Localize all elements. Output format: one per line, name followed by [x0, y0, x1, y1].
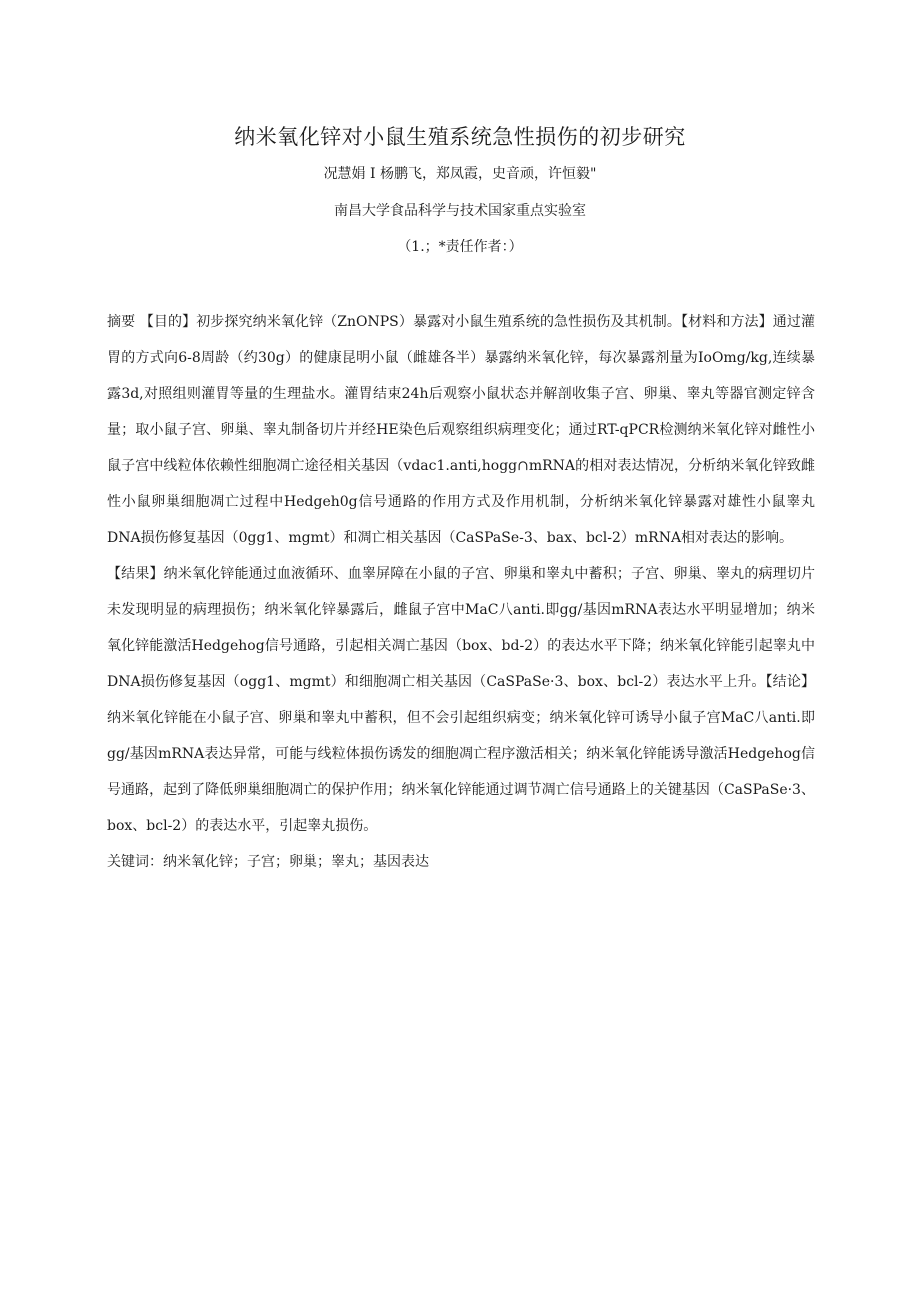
paper-title: 纳米氧化锌对小鼠生殖系统急性损伤的初步研究 [234, 125, 686, 149]
author-note: （1.；*责任作者：） [397, 239, 523, 255]
abstract-body [107, 304, 815, 880]
abstract-paragraph-results-conclusion: 【结果】纳米氧化锌能通过血液循环、血睾屏障在小鼠的子宫、卵巢和睾丸中蓄积；子宫、卵巢、睾丸的病理切片未发现明显的病理损伤；纳米氧化锌暴露后，雌鼠子宫中MaC八anti.即gg/基因mRNA表达水平明显增加；纳米氧化锌能激活Hedgehog信号通路，引起相关凋亡基因（box、bd-2）的表达水平下降；纳米氧化锌能引起睾丸中DNA损伤修复基因（ogg1、mgmt）和细胞凋亡相关基因（CaSPaSe·3、box、bcl-2）表达水平上升。【结论】纳米氧化锌能在小鼠子宫、卵巢和睾丸中蓄积，但不会引起组织病变；纳米氧化锌可诱导小鼠子宫MaC八anti.即gg/基因mRNA表达异常，可能与线粒体损伤诱发的细胞凋亡程序激活相关；纳米氧化锌能诱导激活Hedgehog信号通路，起到了降低卵巢细胞凋亡的保护作用；纳米氧化锌能通过调节凋亡信号通路上的关键基因（CaSPaSe·3、box、bcl-2）的表达水平，引起睾丸损伤。 [107, 566, 815, 834]
affiliation: 南昌大学食品科学与技术国家重点实验室 [334, 203, 586, 219]
abstract-paragraph-objective-methods: 摘要 【目的】初步探究纳米氧化锌（ZnONPS）暴露对小鼠生殖系统的急性损伤及其机制。【材料和方法】通过灌胃的方式向6-8周龄（约30g）的健康昆明小鼠（雌雄各半）暴露纳米氧化锌，每次暴露剂量为IoOmg/kg,连续暴露3d,对照组则灌胃等量的生理盐水。灌胃结束24h后观察小鼠状态并解剖收集子宫、卵巢、睾丸等器官测定锌含量；取小鼠子宫、卵巢、睾丸制备切片并经HE染色后观察组织病理变化；通过RT-qPCR检测纳米氧化锌对雌性小鼠子宫中线粒体依赖性细胞凋亡途径相关基因（vdac1.anti,hogg∩mRNA的相对表达情况，分析纳米氧化锌致雌性小鼠卵巢细胞凋亡过程中Hedgeh0g信号通路的作用方式及作用机制，分析纳米氧化锌暴露对雄性小鼠睾丸DNA损伤修复基因（0gg1、mgmt）和凋亡相关基因（CaSPaSe-3、bax、bcl-2）mRNA相对表达的影响。 [107, 314, 815, 546]
author-list: 况慧娟 I 杨鹏飞，郑凤霞，史音顽，许恒毅" [323, 166, 597, 182]
keywords-line: 关键词：纳米氧化锌；子宫；卵巢；睾丸；基因表达 [107, 854, 429, 870]
